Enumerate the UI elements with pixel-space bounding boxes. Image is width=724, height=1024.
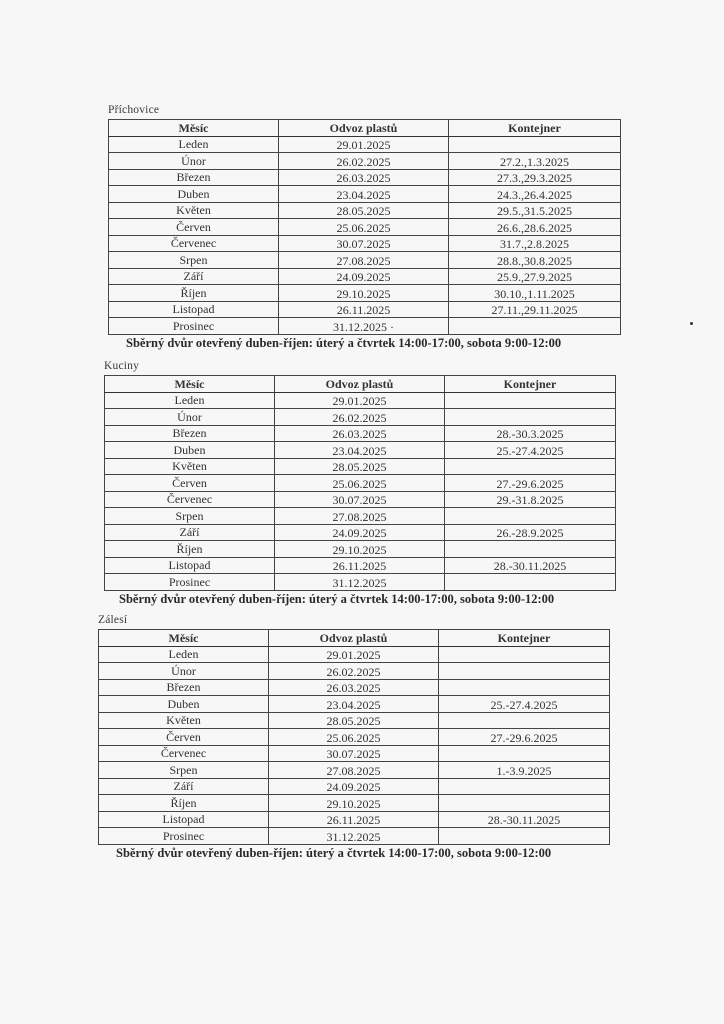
- table-row: [105, 541, 616, 558]
- container-date-cell: [445, 541, 616, 558]
- table-row: [105, 508, 616, 525]
- table-row: [99, 828, 610, 845]
- header-container: Kontejner: [449, 120, 621, 137]
- month-cell: Listopad: [105, 557, 275, 574]
- table-row: [99, 646, 610, 663]
- pickup-date-cell: 26.02.2025: [279, 153, 449, 170]
- pickup-date-cell: 30.07.2025: [269, 745, 439, 762]
- collection-yard-note: Sběrný dvůr otevřený duben-říjen: úterý a čtvrtek 14:00-17:00, sobota 9:00-12:00: [119, 591, 555, 606]
- month-cell: Červen: [105, 475, 275, 492]
- container-date-cell: [449, 318, 621, 335]
- schedule-table: [104, 375, 616, 591]
- table-row: [109, 202, 621, 219]
- pickup-date-cell: 30.07.2025: [275, 491, 445, 508]
- table-row: [99, 795, 610, 812]
- container-date-cell: [439, 712, 610, 729]
- table-header-row: [99, 630, 610, 647]
- container-date-cell: 31.7.,2.8.2025: [449, 235, 621, 252]
- table-row: [109, 186, 621, 203]
- pickup-date-cell: 29.10.2025: [275, 541, 445, 558]
- container-date-cell: 25.-27.4.2025: [439, 696, 610, 713]
- container-date-cell: [445, 409, 616, 426]
- pickup-date-cell: 31.12.2025: [269, 828, 439, 845]
- table-row: [99, 696, 610, 713]
- container-date-cell: [439, 795, 610, 812]
- table-header-row: [109, 120, 621, 137]
- header-month: Měsíc: [105, 376, 275, 393]
- header-month: Měsíc: [99, 630, 269, 647]
- table-row: [105, 491, 616, 508]
- section-title: Příchovice: [108, 104, 160, 116]
- pickup-date-cell: 26.02.2025: [269, 663, 439, 680]
- pickup-date-cell: 26.11.2025: [275, 557, 445, 574]
- month-cell: Březen: [109, 169, 279, 186]
- month-cell: Únor: [109, 153, 279, 170]
- table-row: [99, 663, 610, 680]
- table-row: [109, 136, 621, 153]
- month-cell: Duben: [99, 696, 269, 713]
- pickup-date-cell: 24.09.2025: [279, 268, 449, 285]
- table-row: [99, 712, 610, 729]
- month-cell: Leden: [105, 392, 275, 409]
- container-date-cell: 28.-30.3.2025: [445, 425, 616, 442]
- pickup-date-cell: 27.08.2025: [269, 762, 439, 779]
- table-row: [109, 252, 621, 269]
- container-date-cell: 25.9.,27.9.2025: [449, 268, 621, 285]
- month-cell: Červen: [99, 729, 269, 746]
- table-row: [105, 475, 616, 492]
- month-cell: Září: [109, 268, 279, 285]
- pickup-date-cell: 23.04.2025: [269, 696, 439, 713]
- pickup-date-cell: 24.09.2025: [275, 524, 445, 541]
- month-cell: Říjen: [109, 285, 279, 302]
- month-cell: Duben: [105, 442, 275, 459]
- container-date-cell: 25.-27.4.2025: [445, 442, 616, 459]
- pickup-date-cell: 25.06.2025: [275, 475, 445, 492]
- month-cell: Říjen: [105, 541, 275, 558]
- pickup-date-cell: 31.12.2025 ·: [279, 318, 449, 335]
- container-date-cell: [439, 663, 610, 680]
- month-cell: Březen: [105, 425, 275, 442]
- pickup-date-cell: 24.09.2025: [269, 778, 439, 795]
- collection-yard-note: Sběrný dvůr otevřený duben-říjen: úterý a čtvrtek 14:00-17:00, sobota 9:00-12:00: [116, 845, 552, 860]
- pickup-date-cell: 29.10.2025: [269, 795, 439, 812]
- pickup-date-cell: 29.01.2025: [279, 136, 449, 153]
- month-cell: Leden: [109, 136, 279, 153]
- container-date-cell: [445, 574, 616, 591]
- table-header-row: [105, 376, 616, 393]
- month-cell: Listopad: [109, 301, 279, 318]
- pickup-date-cell: 28.05.2025: [279, 202, 449, 219]
- month-cell: Srpen: [109, 252, 279, 269]
- container-date-cell: [449, 136, 621, 153]
- month-cell: Červenec: [109, 235, 279, 252]
- table-row: [99, 679, 610, 696]
- month-cell: Květen: [105, 458, 275, 475]
- month-cell: Červenec: [105, 491, 275, 508]
- container-date-cell: 27.2.,1.3.2025: [449, 153, 621, 170]
- container-date-cell: [439, 828, 610, 845]
- container-date-cell: 30.10.,1.11.2025: [449, 285, 621, 302]
- container-date-cell: 28.-30.11.2025: [445, 557, 616, 574]
- pickup-date-cell: 26.11.2025: [269, 811, 439, 828]
- table-row: [99, 745, 610, 762]
- container-date-cell: [439, 778, 610, 795]
- table-row: [109, 169, 621, 186]
- container-date-cell: 28.8.,30.8.2025: [449, 252, 621, 269]
- pickup-date-cell: 26.03.2025: [269, 679, 439, 696]
- section-zalesi: [98, 614, 610, 861]
- month-cell: Říjen: [99, 795, 269, 812]
- section-title: Zálesí: [98, 614, 128, 626]
- container-date-cell: [445, 458, 616, 475]
- table-row: [109, 235, 621, 252]
- month-cell: Únor: [105, 409, 275, 426]
- pickup-date-cell: 27.08.2025: [279, 252, 449, 269]
- table-row: [105, 442, 616, 459]
- month-cell: Září: [105, 524, 275, 541]
- table-row: [105, 524, 616, 541]
- pickup-date-cell: 26.03.2025: [279, 169, 449, 186]
- pickup-date-cell: 29.10.2025: [279, 285, 449, 302]
- scan-speck: [690, 322, 693, 325]
- section-prichovice: [108, 104, 620, 351]
- month-cell: Srpen: [105, 508, 275, 525]
- collection-yard-note: Sběrný dvůr otevřený duben-říjen: úterý a čtvrtek 14:00-17:00, sobota 9:00-12:00: [126, 335, 562, 350]
- pickup-date-cell: 25.06.2025: [269, 729, 439, 746]
- month-cell: Prosinec: [99, 828, 269, 845]
- schedule-table: [98, 629, 610, 845]
- table-row: [109, 318, 621, 335]
- pickup-date-cell: 29.01.2025: [269, 646, 439, 663]
- table-row: [99, 729, 610, 746]
- container-date-cell: 29.-31.8.2025: [445, 491, 616, 508]
- month-cell: Prosinec: [105, 574, 275, 591]
- pickup-date-cell: 28.05.2025: [269, 712, 439, 729]
- table-row: [109, 285, 621, 302]
- month-cell: Červen: [109, 219, 279, 236]
- month-cell: Leden: [99, 646, 269, 663]
- pickup-date-cell: 23.04.2025: [279, 186, 449, 203]
- container-date-cell: 26.-28.9.2025: [445, 524, 616, 541]
- table-row: [109, 219, 621, 236]
- pickup-date-cell: 29.01.2025: [275, 392, 445, 409]
- table-row: [105, 392, 616, 409]
- header-container: Kontejner: [445, 376, 616, 393]
- table-row: [105, 409, 616, 426]
- container-date-cell: 29.5.,31.5.2025: [449, 202, 621, 219]
- pickup-date-cell: 26.03.2025: [275, 425, 445, 442]
- container-date-cell: 27.-29.6.2025: [445, 475, 616, 492]
- month-cell: Březen: [99, 679, 269, 696]
- pickup-date-cell: 25.06.2025: [279, 219, 449, 236]
- month-cell: Duben: [109, 186, 279, 203]
- container-date-cell: 1.-3.9.2025: [439, 762, 610, 779]
- table-row: [109, 301, 621, 318]
- container-date-cell: 28.-30.11.2025: [439, 811, 610, 828]
- pickup-date-cell: 27.08.2025: [275, 508, 445, 525]
- header-month: Měsíc: [109, 120, 279, 137]
- schedule-table: [108, 119, 621, 335]
- table-row: [99, 762, 610, 779]
- pickup-date-cell: 30.07.2025: [279, 235, 449, 252]
- table-row: [109, 153, 621, 170]
- container-date-cell: 26.6.,28.6.2025: [449, 219, 621, 236]
- pickup-date-cell: 28.05.2025: [275, 458, 445, 475]
- header-container: Kontejner: [439, 630, 610, 647]
- table-row: [105, 574, 616, 591]
- month-cell: Prosinec: [109, 318, 279, 335]
- pickup-date-cell: 31.12.2025: [275, 574, 445, 591]
- container-date-cell: 27.11.,29.11.2025: [449, 301, 621, 318]
- month-cell: Květen: [99, 712, 269, 729]
- month-cell: Srpen: [99, 762, 269, 779]
- container-date-cell: [439, 745, 610, 762]
- table-row: [99, 778, 610, 795]
- pickup-date-cell: 26.02.2025: [275, 409, 445, 426]
- pickup-date-cell: 26.11.2025: [279, 301, 449, 318]
- container-date-cell: [439, 646, 610, 663]
- month-cell: Listopad: [99, 811, 269, 828]
- header-pickup: Odvoz plastů: [275, 376, 445, 393]
- table-row: [105, 458, 616, 475]
- container-date-cell: [439, 679, 610, 696]
- table-row: [105, 425, 616, 442]
- container-date-cell: [445, 508, 616, 525]
- container-date-cell: [445, 392, 616, 409]
- month-cell: Únor: [99, 663, 269, 680]
- month-cell: Květen: [109, 202, 279, 219]
- table-row: [99, 811, 610, 828]
- container-date-cell: 27.3.,29.3.2025: [449, 169, 621, 186]
- month-cell: Září: [99, 778, 269, 795]
- table-row: [109, 268, 621, 285]
- header-pickup: Odvoz plastů: [269, 630, 439, 647]
- section-title: Kuciny: [104, 360, 140, 372]
- container-date-cell: 27.-29.6.2025: [439, 729, 610, 746]
- table-row: [105, 557, 616, 574]
- section-kuciny: [104, 360, 616, 607]
- month-cell: Červenec: [99, 745, 269, 762]
- header-pickup: Odvoz plastů: [279, 120, 449, 137]
- container-date-cell: 24.3.,26.4.2025: [449, 186, 621, 203]
- pickup-date-cell: 23.04.2025: [275, 442, 445, 459]
